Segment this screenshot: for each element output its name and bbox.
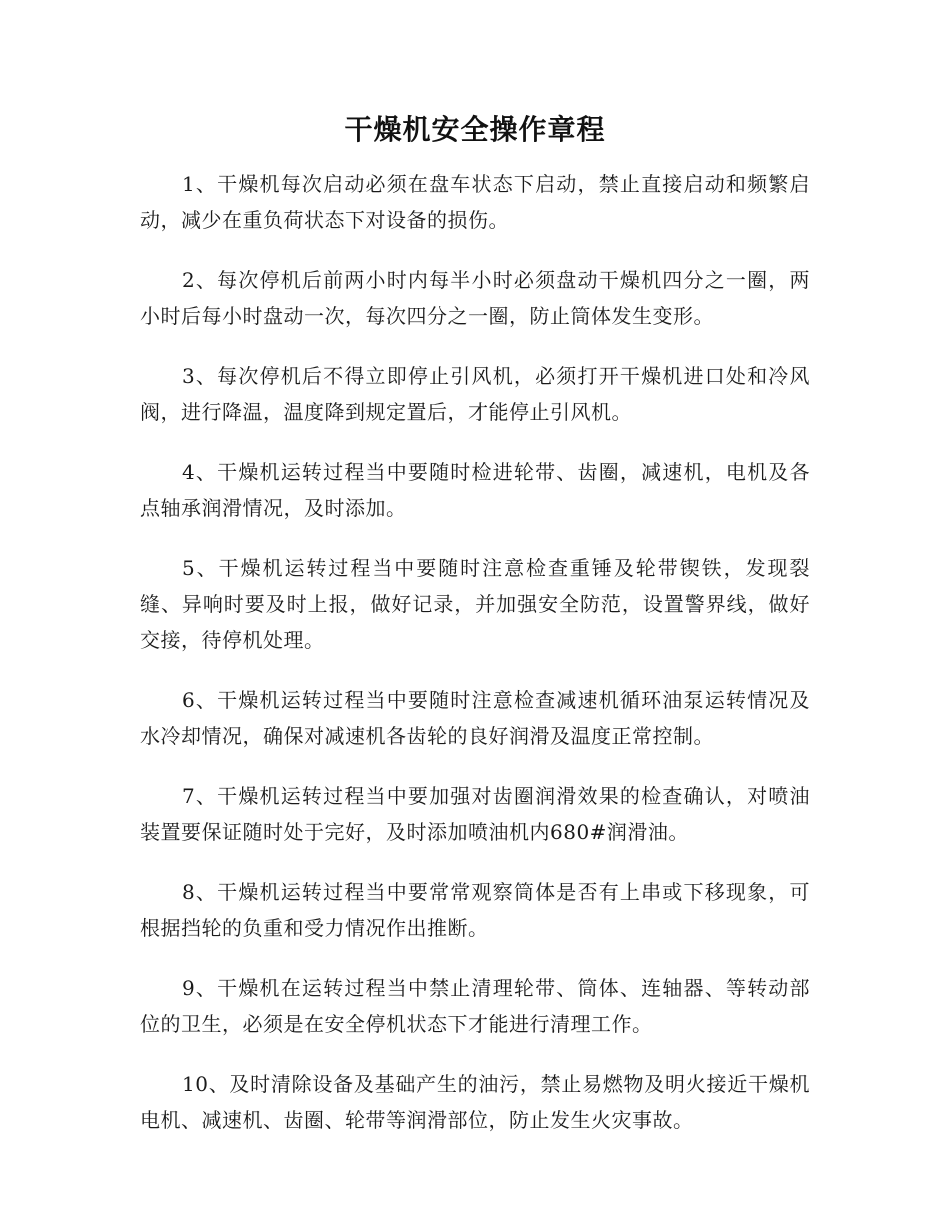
clause-2: 2、每次停机后前两小时内每半小时必须盘动干燥机四分之一圈，两小时后每小时盘动一次，每次四分之一圈，防止筒体发生变形。 (140, 268, 810, 328)
clause-list (140, 166, 810, 1138)
clause-3: 3、每次停机后不得立即停止引风机，必须打开干燥机进口处和冷风阀，进行降温，温度降到规定置后，才能停止引风机。 (140, 364, 810, 424)
clause-1: 1、干燥机每次启动必须在盘车状态下启动，禁止直接启动和频繁启动，减少在重负荷状态下对设备的损伤。 (140, 172, 810, 232)
clause-8: 8、干燥机运转过程当中要常常观察筒体是否有上串或下移现象，可根据挡轮的负重和受力情况作出推断。 (140, 880, 810, 940)
clause-6: 6、干燥机运转过程当中要随时注意检查减速机循环油泵运转情况及水冷却情况，确保对减速机各齿轮的良好润滑及温度正常控制。 (140, 688, 810, 748)
clause-9: 9、干燥机在运转过程当中禁止清理轮带、筒体、连轴器、等转动部位的卫生，必须是在安全停机状态下才能进行清理工作。 (140, 976, 810, 1036)
clause-5: 5、干燥机运转过程当中要随时注意检查重锤及轮带锲铁，发现裂缝、异响时要及时上报，做好记录，并加强安全防范，设置警界线，做好交接，待停机处理。 (140, 556, 810, 652)
document-title: 干燥机安全操作章程 (344, 113, 606, 146)
clause-10: 10、及时清除设备及基础产生的油污，禁止易燃物及明火接近干燥机电机、减速机、齿圈、轮带等润滑部位，防止发生火灾事故。 (140, 1072, 810, 1132)
clause-4: 4、干燥机运转过程当中要随时检进轮带、齿圈，减速机，电机及各点轴承润滑情况，及时添加。 (140, 460, 810, 520)
clause-7: 7、干燥机运转过程当中要加强对齿圈润滑效果的检查确认，对喷油装置要保证随时处于完好，及时添加喷油机内680#润滑油。 (140, 784, 810, 844)
